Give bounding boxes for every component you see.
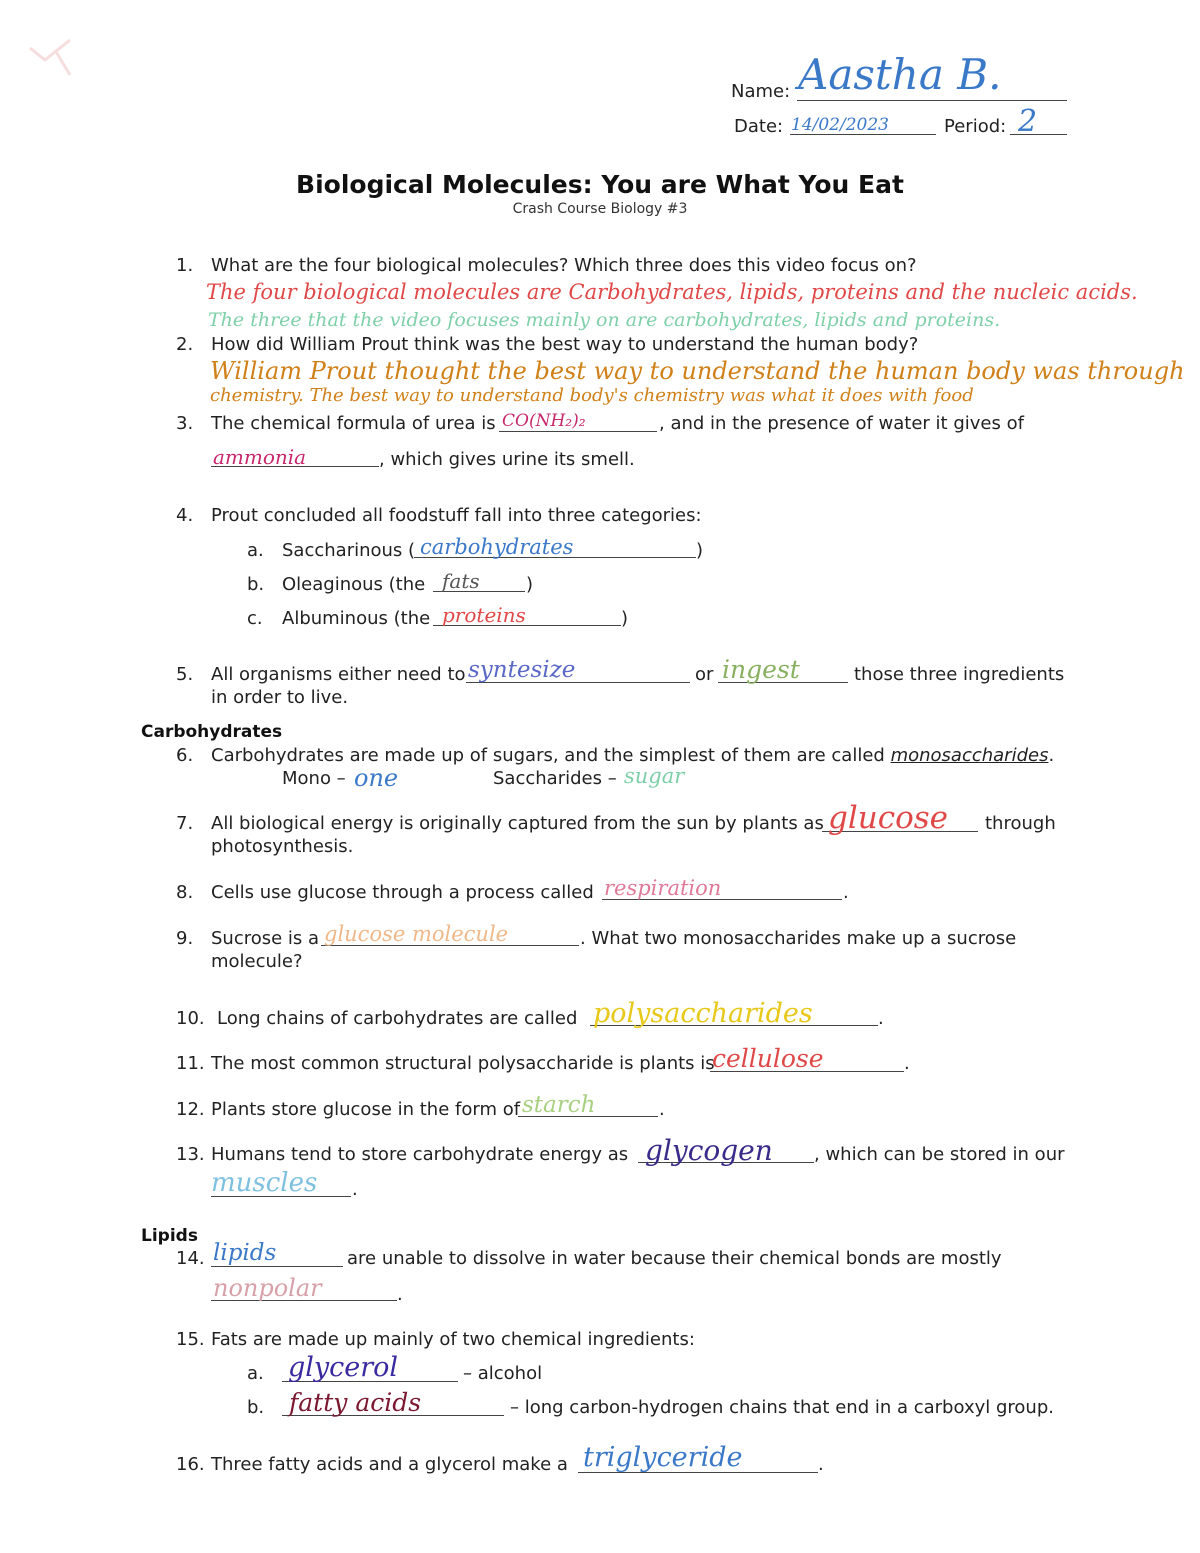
q2-answer-line1: William Prout thought the best way to understand the human body was through [210, 357, 1185, 385]
q14-number: 14. [176, 1248, 205, 1269]
q9-text-c: molecule? [211, 951, 303, 972]
name-line [797, 100, 1067, 101]
q14-blank-a [211, 1266, 343, 1267]
q15b-text: – long carbon-hydrogen chains that end in a carboxyl group. [510, 1397, 1054, 1418]
q3-number: 3. [176, 413, 194, 434]
q13-text-a: Humans tend to store carbohydrate energy as [211, 1144, 629, 1165]
q4c-answer: proteins [442, 603, 526, 627]
section-carbohydrates: Carbohydrates [141, 722, 283, 742]
q11-text-a: The most common structural polysaccharide is plants is [211, 1053, 715, 1074]
q11-text-b: . [904, 1053, 910, 1074]
period-label: Period: [944, 116, 1007, 137]
name-label: Name: [731, 81, 791, 102]
page-title: Biological Molecules: You are What You Eat [296, 170, 904, 199]
q6-mono-answer: one [354, 764, 399, 792]
q5-answer-b: ingest [722, 655, 800, 684]
q5-text-d: in order to live. [211, 687, 349, 708]
q10-answer: polysaccharides [593, 998, 813, 1029]
q14-text-a: are unable to dissolve in water because their chemical bonds are mostly [347, 1248, 1002, 1269]
q13-number: 13. [176, 1144, 205, 1165]
q7-text-a: All biological energy is originally captured from the sun by plants as [211, 813, 824, 834]
q15a-answer: glycerol [288, 1352, 399, 1383]
q1-text: What are the four biological molecules? Which three does this video focus on? [211, 255, 917, 276]
q14-answer-a: lipids [213, 1240, 277, 1266]
q13-text-c: . [352, 1179, 358, 1200]
q4c-text: Albuminous (the [282, 608, 431, 629]
q12-number: 12. [176, 1099, 205, 1120]
q10-text-a: Long chains of carbohydrates are called [217, 1008, 578, 1029]
q4b-answer: fats [442, 569, 480, 593]
q3-text-a: The chemical formula of urea is [211, 413, 496, 434]
q4c-label: c. [247, 608, 263, 629]
q9-text-b: . What two monosaccharides make up a sucrose [580, 928, 1017, 949]
q5-text-c: those three ingredients [854, 664, 1065, 685]
q5-text-b: or [695, 664, 714, 685]
corner-mark-icon [10, 20, 80, 80]
period-value: 2 [1018, 104, 1038, 139]
q12-text-a: Plants store glucose in the form of [211, 1099, 521, 1120]
q7-text-b: through [985, 813, 1056, 834]
q2-number: 2. [176, 334, 194, 355]
q7-answer: glucose [828, 800, 949, 836]
q5-text-a: All organisms either need to [211, 664, 466, 685]
q5-number: 5. [176, 664, 194, 685]
q16-text-a: Three fatty acids and a glycerol make a [211, 1454, 568, 1475]
q6-sacch-label: Saccharides – [493, 768, 617, 789]
q4a-close: ) [696, 540, 704, 561]
q3-text-c: , which gives urine its smell. [379, 449, 635, 470]
q10-text-b: . [878, 1008, 884, 1029]
q8-text-a: Cells use glucose through a process called [211, 882, 594, 903]
q1-number: 1. [176, 255, 194, 276]
q4a-text: Saccharinous ( [282, 540, 416, 561]
q1-answer-line2: The three that the video focuses mainly on are carbohydrates, lipids and proteins. [208, 309, 1001, 331]
q2-answer-line2: chemistry. The best way to understand body's chemistry was what it does with food [210, 385, 974, 406]
q15-text: Fats are made up mainly of two chemical ingredients: [211, 1329, 695, 1350]
q11-number: 11. [176, 1053, 205, 1074]
date-value: 14/02/2023 [791, 115, 889, 135]
q4a-label: a. [247, 540, 264, 561]
q4b-text: Oleaginous (the [282, 574, 426, 595]
q15a-label: a. [247, 1363, 264, 1384]
q12-text-b: . [659, 1099, 665, 1120]
date-label: Date: [734, 116, 784, 137]
q4a-answer: carbohydrates [420, 535, 574, 559]
q15-number: 15. [176, 1329, 205, 1350]
q11-answer: cellulose [712, 1044, 824, 1073]
q3-answer-a: CO(NH₂)₂ [502, 411, 586, 431]
q10-number: 10. [176, 1008, 205, 1029]
q13-text-b: , which can be stored in our [814, 1144, 1065, 1165]
q6-text-end: . [1048, 745, 1055, 766]
q13-answer-a: glycogen [645, 1134, 773, 1167]
q4-number: 4. [176, 505, 194, 526]
q3-answer-b: ammonia [213, 445, 307, 469]
q8-text-b: . [843, 882, 849, 903]
q12-answer: starch [522, 1092, 596, 1118]
q4-text: Prout concluded all foodstuff fall into three categories: [211, 505, 702, 526]
q6-mono-label: Mono – [282, 768, 346, 789]
q3-text-b: , and in the presence of water it gives of [659, 413, 1024, 434]
q13-answer-b: muscles [211, 1168, 318, 1198]
q14-answer-b: nonpolar [213, 1274, 322, 1302]
q4b-close: ) [526, 574, 534, 595]
name-value: Aastha B. [798, 50, 1002, 99]
page-subtitle: Crash Course Biology #3 [512, 201, 688, 217]
q7-text-c: photosynthesis. [211, 836, 354, 857]
q14-text-b: . [397, 1284, 403, 1305]
q9-text-a: Sucrose is a [211, 928, 320, 949]
q16-text-b: . [818, 1454, 824, 1475]
q6-term: monosaccharides [890, 745, 1049, 766]
q6-sacch-answer: sugar [624, 764, 685, 788]
q6-text-a: Carbohydrates are made up of sugars, and the simplest of them are called [211, 745, 891, 766]
q15a-text: – alcohol [463, 1363, 543, 1384]
q9-number: 9. [176, 928, 194, 949]
q4b-label: b. [247, 574, 265, 595]
section-lipids: Lipids [141, 1226, 198, 1246]
q4c-close: ) [621, 608, 629, 629]
q2-text: How did William Prout think was the best way to understand the human body? [211, 334, 919, 355]
q16-number: 16. [176, 1454, 205, 1475]
q8-number: 8. [176, 882, 194, 903]
q15b-answer: fatty acids [289, 1388, 422, 1417]
q6-number: 6. [176, 745, 194, 766]
q3-blank-a [499, 431, 657, 432]
q9-answer: glucose molecule [324, 922, 509, 946]
q15b-label: b. [247, 1397, 265, 1418]
q16-answer: triglyceride [583, 1442, 743, 1473]
q7-number: 7. [176, 813, 194, 834]
q5-answer-a: syntesize [468, 657, 576, 683]
q8-answer: respiration [604, 876, 722, 900]
q1-answer-line1: The four biological molecules are Carbohydrates, lipids, proteins and the nucleic acids. [206, 280, 1138, 304]
